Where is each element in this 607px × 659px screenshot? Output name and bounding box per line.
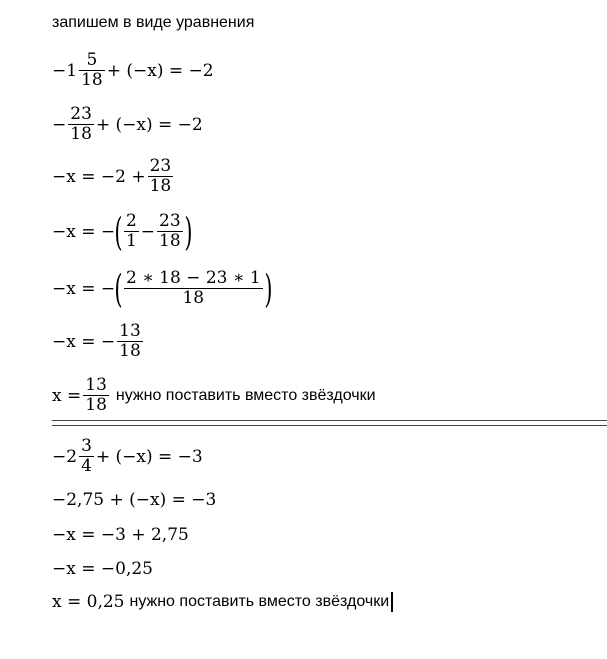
term: −2 — [52, 446, 78, 467]
denominator: 18 — [85, 395, 107, 415]
numerator: 5 — [86, 50, 98, 70]
fraction — [79, 437, 94, 476]
term: + (−x) = −3 — [95, 446, 203, 467]
term: −x = − — [52, 331, 116, 352]
right-paren: ) — [263, 266, 273, 311]
equation-line-4 — [52, 209, 193, 254]
left-paren: ( — [114, 209, 123, 254]
equation-line-8 — [52, 437, 203, 476]
denominator: 1 — [125, 231, 137, 251]
equation-line-2 — [52, 105, 203, 144]
equation-line-9 — [52, 490, 216, 510]
term: − — [52, 114, 67, 135]
equation-line-3 — [52, 157, 175, 196]
numerator: 3 — [81, 436, 92, 456]
numerator: 23 — [70, 104, 92, 124]
denominator: 4 — [81, 456, 92, 476]
numerator: 13 — [85, 375, 107, 395]
equation-line-10 — [52, 525, 189, 545]
numerator: 13 — [119, 321, 141, 341]
fraction — [124, 212, 139, 251]
denominator: 18 — [159, 231, 181, 251]
numerator: 2 ∗ 18 − 23 ∗ 1 — [125, 268, 261, 288]
equation-line-5 — [52, 266, 273, 311]
text-cursor — [391, 592, 393, 612]
term: + (−x) = −2 — [95, 114, 203, 135]
term: −x = − — [52, 221, 116, 242]
equation-line-12 — [52, 592, 393, 612]
term: −x = −2 + — [52, 166, 146, 187]
term: −x = − — [52, 278, 116, 299]
fraction — [157, 212, 183, 251]
equation-line-6 — [52, 322, 145, 361]
equation-line-11 — [52, 559, 153, 579]
equation-line-1 — [52, 51, 214, 90]
right-paren: ) — [184, 209, 193, 254]
numerator: 2 — [125, 211, 137, 231]
numerator: 23 — [149, 156, 172, 176]
equation-line-7 — [52, 376, 376, 415]
term: −x = −3 + 2,75 — [52, 525, 189, 545]
fraction — [124, 269, 263, 308]
term: + (−x) = −2 — [106, 60, 214, 81]
fraction — [148, 157, 174, 196]
fraction — [79, 51, 105, 90]
minus-sign: − — [140, 221, 156, 242]
denominator: 18 — [149, 176, 172, 196]
fraction — [117, 322, 143, 361]
term: x = 0,25 — [52, 592, 125, 612]
answer-note: нужно поставить вместо звёздочки — [115, 386, 376, 404]
denominator: 18 — [70, 124, 92, 144]
denominator: 18 — [119, 341, 141, 361]
denominator: 18 — [182, 288, 205, 308]
answer-note: нужно поставить вместо звёздочки — [129, 593, 390, 610]
fraction — [83, 376, 109, 415]
left-paren: ( — [114, 266, 123, 311]
term: −1 — [52, 60, 78, 81]
denominator: 18 — [81, 70, 103, 90]
term: −x = −0,25 — [52, 559, 153, 579]
numerator: 23 — [159, 211, 181, 231]
intro-text: запишем в виде уравнения — [52, 14, 255, 31]
section-divider — [52, 420, 607, 426]
term: x = — [52, 385, 82, 406]
fraction — [68, 105, 94, 144]
term: −2,75 + (−x) = −3 — [52, 490, 217, 510]
